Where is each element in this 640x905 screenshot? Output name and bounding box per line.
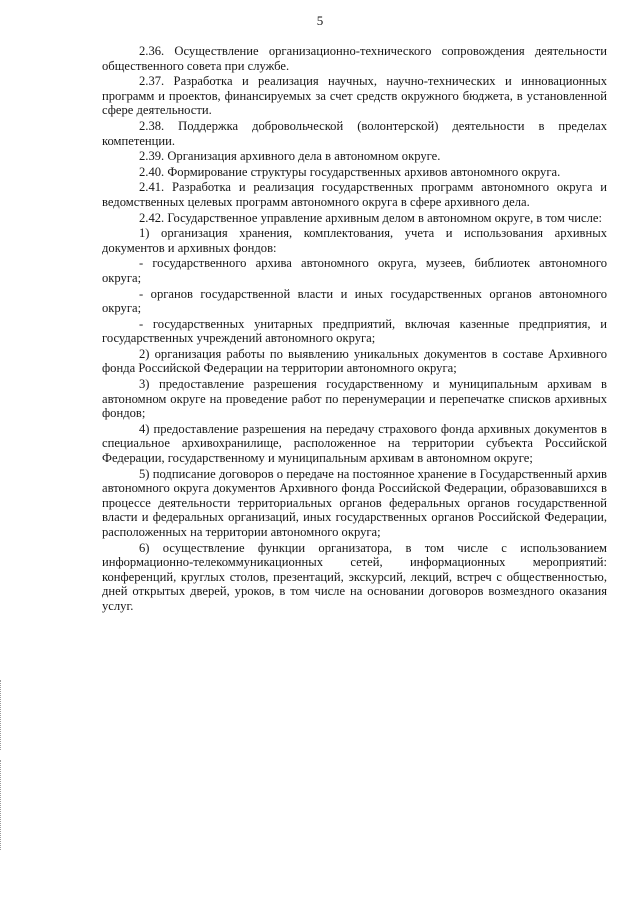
page-number: 5 [316, 13, 324, 28]
sub-item-state-bodies: - органов государственной власти и иных государственных органов автономного округа; [102, 286, 607, 316]
scan-edge-mark-top [0, 680, 4, 750]
list-item-6: 6) осуществление функции организатора, в том числе с использованием информационно-телекоммуникационных сетей, информационных мероприятий: конференций, круглых столов, презентаций, экскурсий, лекций, встреч с общественностью, дней открытых дверей, уроков, в том числе на основании договоров возмездного оказания услуг. [102, 540, 607, 613]
list-item-4: 4) предоставление разрешения на передачу страхового фонда архивных документов в специальное архивохранилище, расположенное на территории субъекта Российской Федерации, государственному и муниципальным архивам в автономном округе; [102, 421, 607, 466]
paragraph-2-36: 2.36. Осуществление организационно-технического сопровождения деятельности общественного совета при службе. [102, 44, 607, 73]
paragraph-2-38: 2.38. Поддержка добровольческой (волонтерской) деятельности в пределах компетенции. [102, 118, 607, 148]
document-body [102, 44, 607, 614]
paragraph-2-42: 2.42. Государственное управление архивным делом в автономном округе, в том числе: [139, 210, 603, 225]
paragraph-2-40: 2.40. Формирование структуры государственных архивов автономного округа. [139, 164, 561, 179]
sub-item-state-archive: - государственного архива автономного округа, музеев, библиотек автономного округа; [102, 256, 607, 285]
paragraph-2-37: 2.37. Разработка и реализация научных, научно-технических и инновационных программ и проектов, финансируемых за счет средств окружного бюджета, в установленной сфере деятельности. [102, 74, 607, 118]
paragraph-2-41: 2.41. Разработка и реализация государственных программ автономного округа и ведомственных целевых программ автономного округа в сфере архивного дела. [102, 180, 607, 209]
paragraph-2-39: 2.39. Организация архивного дела в автономном округе. [139, 149, 441, 164]
list-item-2: 2) организация работы по выявлению уникальных документов в составе Архивного фонда Российской Федерации на территории автономного округа; [102, 346, 607, 376]
list-item-5: 5) подписание договоров о передаче на постоянное хранение в Государственный архив автономного округа документов Архивного фонда Российской Федерации, образовавшихся в процессе деятельности территориальных органов федеральных органов государственной власти и федеральных организаций, иных государственных органов Российской Федерации, расположенных на территории автономного округа; [102, 466, 607, 539]
sub-item-unitary-enterprises: - государственных унитарных предприятий, включая казенные предприятия, и государственных учреждений автономного округа; [102, 316, 607, 346]
list-item-3: 3) предоставление разрешения государственному и муниципальным архивам в автономном округе на проведение работ по перенумерации и перепечатке списков архивных фондов; [102, 377, 607, 421]
scan-edge-mark-bottom [0, 760, 4, 850]
list-item-1: 1) организация хранения, комплектования, учета и использования архивных документов и архивных фондов: [102, 226, 607, 255]
